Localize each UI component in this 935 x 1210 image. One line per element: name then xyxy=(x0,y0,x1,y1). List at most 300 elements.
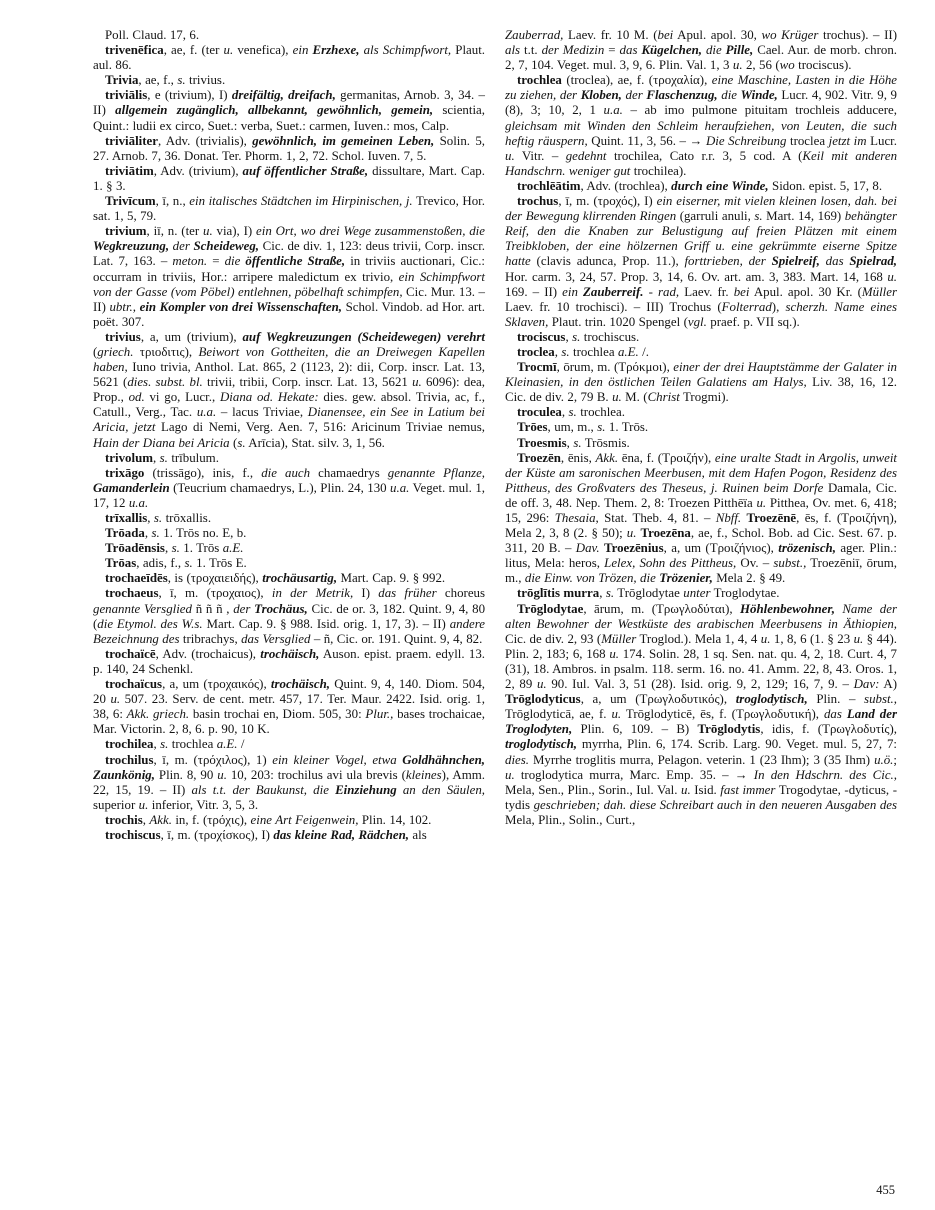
text-run: , ārum, m. (Τρωγλοδύται), xyxy=(583,601,740,616)
headword: trociscus xyxy=(517,329,566,344)
text-run: Isid. xyxy=(690,782,721,797)
text-run: Trōglodyticē, ēs, f. (Τρωγλοδυτική), xyxy=(621,707,824,722)
text-run: trochlea xyxy=(168,737,217,752)
text-run: Trevico, Hor. sat. 1, 5, 79. xyxy=(93,194,485,224)
text-run: als xyxy=(408,827,427,842)
headword: triviālis xyxy=(105,88,148,103)
text-run: , a, um (Τρωγλοδυτικός), xyxy=(580,692,736,707)
text-run: Lucr. 4, 902. Vitr. 9, 9 (8), 3; 10, 2, 1 xyxy=(505,88,898,118)
text-run: s. xyxy=(561,344,570,359)
text-run: Damala, Cic. de off. 3, 48. Nep. Them. 2, 8: Troezen Pitthēïa xyxy=(505,480,897,510)
text-run: , xyxy=(164,541,172,556)
text-run: u. xyxy=(887,269,897,284)
text-run: u. xyxy=(732,58,743,73)
text-run: u. xyxy=(760,631,771,646)
text-run: Mart. Cap. 9. § 992. xyxy=(337,571,446,586)
text-run: § 44). Plin. 2, 183; 6, 168 xyxy=(505,631,897,661)
text-run: (Teucrium chamaedrys, L.), Plin. 24, 130 xyxy=(169,480,391,495)
text-run: venefica), xyxy=(233,43,293,58)
text-run: Mela 2. § 49. xyxy=(712,571,786,586)
text-run: inferior, Vitr. 3, 5, 3. xyxy=(148,797,259,812)
text-run: , xyxy=(561,405,569,420)
text-run: u. xyxy=(853,631,864,646)
text-run: in, f. (τρόχις), xyxy=(171,812,251,827)
headword: Trōada xyxy=(105,526,145,541)
text-run: , ī, m. (τρόχιλος), 1) xyxy=(153,752,273,767)
text-run: Laev. fr. 10 trochisci). – III) Trochus ( xyxy=(505,299,722,314)
text-run: das xyxy=(823,707,847,722)
text-run: praef. p. VII sq.). xyxy=(706,314,800,329)
text-run: rad, xyxy=(658,284,680,299)
dictionary-entry xyxy=(93,586,485,646)
text-run: subst., xyxy=(864,692,897,707)
text-run: Akk. xyxy=(595,450,619,465)
text-run: Zauberreif. xyxy=(583,284,644,299)
text-run: Cael. Aur. de morb. chron. 2, 7, 104. Veget. mul. 3, 9, 6. Plin. Val. 1, 3 xyxy=(505,43,897,73)
text-run: Trogmi). xyxy=(679,390,729,405)
dictionary-entry xyxy=(93,451,485,466)
text-run: trivius. xyxy=(185,73,226,88)
text-run: , xyxy=(142,812,150,827)
dictionary-entry xyxy=(505,451,897,587)
text-run: t.t. xyxy=(520,43,542,58)
headword: trixāgo xyxy=(105,465,145,480)
text-run: , xyxy=(554,344,562,359)
text-run: myrrha, Plin. 6, 174. Scrib. Larg. 90. Veget. mul. 5, 27, 7: xyxy=(576,737,897,752)
text-run: troclea xyxy=(786,133,829,148)
text-run: Trogodytae, -dyticus, -tydis xyxy=(505,782,897,812)
text-run: ein xyxy=(292,43,313,58)
text-run: jetzt im xyxy=(828,133,867,148)
dictionary-entry xyxy=(93,526,485,541)
text-run: an den Säulen, xyxy=(396,782,485,797)
text-run: trībulum. xyxy=(167,450,219,465)
dictionary-entry xyxy=(93,737,485,752)
text-run: Trōglodytis xyxy=(697,722,761,737)
text-run: Trōglodyticus xyxy=(505,692,581,707)
text-run: , ōrum, m. (Τρόκμοι), xyxy=(556,360,674,375)
text-run: ( xyxy=(229,435,238,450)
text-run: superior xyxy=(93,797,139,812)
text-run: Trōglodyticā, ae, f. xyxy=(505,707,612,722)
text-run: eine Art Feigenwein, xyxy=(250,812,359,827)
text-run: u. xyxy=(138,797,149,812)
text-run: , ae, f. (ter xyxy=(163,43,224,58)
text-run: s. xyxy=(171,541,180,556)
text-run: , ī, m. (τροχίσκος), I) xyxy=(160,827,274,842)
headword: Troesmis xyxy=(517,435,567,450)
text-run: ), xyxy=(771,299,786,314)
text-run: wo xyxy=(779,58,795,73)
text-run: auf Wegkreuzungen (Scheidewegen) verehrt xyxy=(242,329,486,344)
text-run: chamaedrys xyxy=(310,465,388,480)
text-run: u.a. xyxy=(128,495,149,510)
dictionary-entry xyxy=(505,360,897,405)
text-run: 2, 56 ( xyxy=(742,58,780,73)
text-run: – lacus Triviae, xyxy=(216,405,308,420)
text-run: Spielreif, xyxy=(771,254,820,269)
text-run: Lucr. xyxy=(866,133,897,148)
headword: trivium xyxy=(105,224,147,239)
text-run: , xyxy=(147,511,154,525)
dictionary-entry xyxy=(505,586,897,601)
text-run: ubtr., xyxy=(109,299,136,314)
text-run: s. xyxy=(605,586,615,601)
text-run: τριοδιτις), xyxy=(133,344,199,359)
text-run: Mela, Plin., Solin., Curt., xyxy=(505,812,636,827)
text-run: , a, um (trivium), xyxy=(140,329,243,344)
text-run: ein Ort, wo drei Wege zusammenstoßen, die xyxy=(256,224,485,239)
text-run: , e (trivium), I) xyxy=(147,88,232,103)
headword: trivolum xyxy=(105,450,153,465)
text-run: s. xyxy=(597,420,606,435)
text-run: ñ ñ ñ , xyxy=(191,601,234,616)
text-run: Trochäus, xyxy=(254,601,308,616)
dictionary-entry xyxy=(505,345,897,360)
text-run: Plin. 6, 109. – B) xyxy=(572,722,698,737)
text-run: allgemein zugänglich, allbekannt, gewöhnlich, gemein, xyxy=(115,103,434,118)
text-run: od. xyxy=(128,390,145,405)
text-run: / xyxy=(237,737,245,752)
text-run: dissultare, Mart. Cap. 1. § 3. xyxy=(93,163,485,193)
text-run: trochilea). xyxy=(630,163,687,178)
text-run: forttrieben, der xyxy=(684,254,772,269)
text-run: Apul. apol. 30 Kr. ( xyxy=(749,284,862,299)
dictionary-entry xyxy=(505,602,897,828)
text-run: , Adv. (trivialis), xyxy=(157,133,253,148)
text-run: Diana od. Hekate: xyxy=(219,390,319,405)
dictionary-entry xyxy=(93,88,485,133)
text-run: das xyxy=(819,254,850,269)
text-run: die Etymol. des W.s. xyxy=(97,616,203,631)
text-run: Name der alten Bewohner der Westküste des arabischen Meerbusens in Äthiopien, xyxy=(505,601,897,631)
text-run: Cic. Mur. 13. – II) xyxy=(93,284,485,314)
text-run: Quint. 9, 4, 140. Diom. 504, 20 xyxy=(93,677,485,707)
headword: trivenēfica xyxy=(105,43,164,58)
text-run: gedehnt xyxy=(565,148,607,163)
text-run: troglodytica murra, Marc. Emp. 35. – → xyxy=(514,767,754,782)
text-run: dies. gew. absol. Trivia, ac, f., Catull., Verg., Tac. xyxy=(93,390,485,420)
text-run: = xyxy=(207,254,225,269)
text-run: s. xyxy=(160,737,169,752)
text-run: unter xyxy=(683,586,711,601)
text-run: Dianensee, ein See in Latium bei Aricia, jetzt xyxy=(93,405,485,435)
text-run: , Adv. (trivium), xyxy=(153,163,243,178)
text-run: Keil mit anderen Handschrn. weniger gut xyxy=(505,148,898,178)
text-run: trochäusartig, xyxy=(262,571,338,586)
text-run: Myrrhe troglitis murra, Pelagon. veterin. 1 (23 Ihm); 3 (35 Ihm) xyxy=(529,752,875,767)
headword: trochaeus xyxy=(105,586,159,601)
text-run: u. xyxy=(217,767,227,782)
text-run: u. xyxy=(203,224,213,239)
dictionary-entry xyxy=(93,28,485,43)
text-run: scherzh. Name eines Sklaven, xyxy=(505,299,897,329)
text-run: trochlea. xyxy=(576,405,625,420)
dictionary-entry xyxy=(93,164,485,194)
text-run: durch eine Winde, xyxy=(671,178,769,193)
text-run: u. xyxy=(223,43,234,58)
text-run: ; xyxy=(893,752,897,767)
text-run: s. xyxy=(177,73,186,88)
text-run: 174. Solin. 28, 1 sq. Sen. nat. qu. 4, 2, 18. Curt. 4, 7 (31), 18. Ambros. in psalm. 118. serm. 16. no. 41. Amm. 22, 8, 43. Oros. 1, 2, 89 xyxy=(505,646,897,692)
page-number: 455 xyxy=(876,1183,895,1197)
text-run: s. xyxy=(237,435,246,450)
headword: triviātim xyxy=(105,163,154,178)
text-run: bei xyxy=(657,28,674,42)
dictionary-entry xyxy=(505,436,897,451)
headword: trochiscus xyxy=(105,827,161,842)
dictionary-entry xyxy=(93,677,485,737)
text-run: 1. Trōs no. E, b. xyxy=(159,526,247,541)
text-run: das früher xyxy=(378,586,437,601)
headword: trochlēātim xyxy=(517,178,581,193)
text-run: Trōsmis. xyxy=(581,435,630,450)
headword: Trōes xyxy=(517,420,548,435)
headword: trochaïcus xyxy=(105,677,163,692)
text-run: Laev. fr. 10 M. ( xyxy=(563,28,658,42)
text-run: fast immer xyxy=(720,782,776,797)
text-run: Pitthea, Ov. met. 6, 418; 15, 296: xyxy=(505,495,897,525)
text-run: bei xyxy=(733,284,750,299)
dictionary-entry xyxy=(505,194,897,330)
text-run: s. xyxy=(184,556,193,571)
text-run: – ab imo pulmone pituitam trochleis adducere, xyxy=(622,103,897,118)
text-run: trochus). – II) xyxy=(818,28,897,42)
dictionary-entry xyxy=(93,813,485,828)
dictionary-entry xyxy=(505,330,897,345)
text-run: via), I) xyxy=(212,224,257,239)
text-run: trözenisch, xyxy=(778,541,836,556)
text-run: , Adv. (trochlea), xyxy=(580,178,672,193)
dictionary-entry xyxy=(505,179,897,194)
text-run: u. xyxy=(611,707,622,722)
text-run: u. xyxy=(681,782,691,797)
text-run: Arīcia), Stat. silv. 3, 1, 56. xyxy=(245,435,385,450)
text-run: Plaut. trin. 1020 Spengel ( xyxy=(548,314,688,329)
text-run: 1, 8, 6 (1. § 23 xyxy=(770,631,854,646)
text-run: in der Metrik, xyxy=(271,586,354,601)
text-run: Nbff. xyxy=(715,511,742,525)
dictionary-entry xyxy=(505,28,897,73)
dictionary-entry xyxy=(93,556,485,571)
text-run: u.a. xyxy=(603,103,623,118)
text-run: u. xyxy=(505,148,515,163)
text-run: Einziehung xyxy=(335,782,397,797)
text-run: u.ö. xyxy=(874,752,894,767)
text-run: ( xyxy=(93,344,98,359)
headword: Trivīcum xyxy=(105,194,156,209)
dictionary-entry xyxy=(93,73,485,88)
text-run: Stat. Theb. 4, 81. – xyxy=(598,511,716,525)
dictionary-entry xyxy=(505,405,897,420)
text-run: (clavis adunca, Prop. 11.), xyxy=(530,254,685,269)
text-run: Die Schreibung xyxy=(706,133,787,148)
text-run: 1. Trōs xyxy=(179,541,223,556)
text-run: Trözenier, xyxy=(659,571,713,586)
headword: trochus xyxy=(517,194,559,209)
text-run: ein kleiner Vogel, etwa xyxy=(272,752,403,767)
text-run: u. xyxy=(412,375,422,390)
text-run: genannte Pflanze, xyxy=(387,465,486,480)
text-run: scientia, Quint.: ludii ex circo, Suet.: verba, Suet.: carmen, Iuven.: mos, Calp. xyxy=(93,103,485,133)
text-run: trochilea, Cato r.r. 3, 5 cod. A ( xyxy=(606,148,803,163)
text-run: M. ( xyxy=(621,390,648,405)
text-run: , iī, n. (ter xyxy=(146,224,204,239)
headword: trochlea xyxy=(517,73,562,88)
text-run: Trōglodytae xyxy=(614,586,684,601)
headword: trochilus xyxy=(105,752,154,767)
text-run: Troglodytae. xyxy=(710,586,780,601)
dictionary-entry xyxy=(93,224,485,330)
text-run: u. xyxy=(612,390,622,405)
text-run: genannte Versglied xyxy=(93,601,192,616)
text-run: Cic. de div. 1, 123: deus trivii, Corp. inscr. Lat. 7, 163. – xyxy=(93,239,486,269)
text-run: s. xyxy=(153,511,163,525)
dictionary-entry xyxy=(93,647,485,677)
dictionary-entry xyxy=(93,330,485,451)
text-run: Auson. epist. praem. edyll. 13. p. 140, 24 Schenkl. xyxy=(93,646,485,676)
text-run: eine Maschine, Lasten in die Höhe zu ziehen, der xyxy=(505,73,898,103)
text-run: Müller xyxy=(601,631,637,646)
text-run: 169. – II) xyxy=(505,284,563,299)
text-run: a.E. xyxy=(617,344,639,359)
text-run: vgl. xyxy=(687,314,707,329)
text-run: Pille, xyxy=(725,43,754,58)
text-run: Hor. carm. 3, 24, 57. Prop. 3, 14, 6. Ov. art. am. 3, 383. Mart. 14, 168 xyxy=(505,269,888,284)
text-run: u. xyxy=(609,646,619,661)
text-run: Hain der Diana bei Aricia xyxy=(93,435,230,450)
text-run: als t.t. der Baukunst, die xyxy=(191,782,336,797)
headword: Troezēn xyxy=(517,450,561,465)
text-run: , Adv. (trochaicus), xyxy=(155,646,261,661)
text-run: Höhlenbewohner, xyxy=(740,601,835,616)
headword: trōglītis murra xyxy=(517,586,600,601)
text-run: basin trochai en, Diom. 505, 30: xyxy=(189,707,366,722)
text-run: , xyxy=(152,450,160,465)
text-run: ein Schimpfwort von der Gasse (vom Pöbel) entlehnen, pöbelhaft schimpfen, xyxy=(93,269,486,299)
text-run: als xyxy=(505,43,521,58)
text-run: , is (τροχαιειδής), xyxy=(167,571,263,586)
text-run: s. xyxy=(754,209,763,224)
text-run: troglodytisch, xyxy=(505,737,577,752)
text-run: 6096): dea, Prop., xyxy=(93,375,485,405)
headword: trochaeīdēs xyxy=(105,571,168,586)
text-run: gewöhnlich, im gemeinen Leben, xyxy=(252,133,435,148)
text-run: 507. 23. Serv. de cent. metr. 457, 17. Ter. Maur. 2422. Isid. orig. 1, 38, 6: xyxy=(93,692,485,722)
text-run: die Einw. von Trözen, die xyxy=(524,571,660,586)
text-run: , xyxy=(144,526,152,541)
text-run: der Medizin xyxy=(541,43,605,58)
text-run: Plaut. aul. 86. xyxy=(93,43,486,73)
text-run: trōxallis. xyxy=(162,511,212,525)
text-run: Winde, xyxy=(740,88,778,103)
text-run: Flaschenzug, xyxy=(646,88,718,103)
text-run: trociscus). xyxy=(794,58,852,73)
dictionary-entry xyxy=(93,828,485,843)
text-run: Troezēnius xyxy=(603,541,664,556)
text-run: Troezēna xyxy=(640,526,691,541)
text-run: trochlea xyxy=(569,344,618,359)
text-run: griech. xyxy=(97,344,134,359)
text-run: die xyxy=(701,43,726,58)
text-run: Plin. 14, 102. xyxy=(358,812,432,827)
text-run: a.E. xyxy=(222,541,244,556)
text-run: trochiscus. xyxy=(580,329,640,344)
text-run: ein italisches Städtchen im Hirpinischen, j. xyxy=(189,194,413,209)
text-run: , a, um (τροχαικός), xyxy=(162,677,271,692)
text-run: öffentliche Straße, xyxy=(245,254,346,269)
text-run: Plin. – xyxy=(807,692,865,707)
text-run: Beiwort von Gottheiten, die an Dreiwegen Kapellen haben, xyxy=(93,344,485,375)
text-run: troglodytisch, xyxy=(735,692,808,707)
text-run: , ēnis, xyxy=(560,450,596,465)
headword: Trōas xyxy=(105,556,137,571)
text-run: – ñ, Cic. or. 191. Quint. 9, 4, 82. xyxy=(310,631,483,646)
text-run: ager. Plin.: litus, Mela: heros, xyxy=(505,541,897,571)
text-run: Dav: xyxy=(853,677,880,692)
text-run: , xyxy=(153,737,161,752)
text-run: Poll. Claud. 17, 6. xyxy=(105,28,200,42)
dictionary-entry xyxy=(93,511,485,526)
text-run: Liv. 38, 16, 12. Cic. de div. 2, 79 B. xyxy=(505,375,897,405)
text-run: das xyxy=(619,43,642,58)
text-run: meton. xyxy=(172,254,208,269)
text-run: tribrachys, xyxy=(179,631,242,646)
text-run: auf öffentlicher Straße, xyxy=(242,163,369,178)
text-run: , xyxy=(599,586,606,601)
text-run: , ēs, f. (Τροιζήνη), Mela 2, 3, 8 (2. § 50); xyxy=(505,511,897,541)
text-run: Ov. – xyxy=(736,556,774,571)
headword: trochis xyxy=(105,812,143,827)
text-run: Laev. fr. xyxy=(679,284,734,299)
text-run: Kloben, xyxy=(580,88,622,103)
headword: triviāliter xyxy=(105,133,158,148)
text-run: trochäisch, xyxy=(260,646,320,661)
text-run: a.E. xyxy=(216,737,238,752)
text-run: s. xyxy=(568,405,577,420)
text-run: (trissāgo), inis, f., xyxy=(144,465,262,480)
text-run: als Schimpfwort, xyxy=(359,43,452,58)
text-run: 1. Trōs. xyxy=(605,420,649,435)
text-run: wo Krüger xyxy=(761,28,819,42)
text-run: Lelex, Sohn des Pittheus, xyxy=(604,556,737,571)
text-run: Apul. apol. 30, xyxy=(673,28,762,42)
text-run: in triviis auctionari, Cic.: occurram in triviis, Hor.: arripere maledictum ex trivio, xyxy=(93,254,486,284)
headword: troculea xyxy=(517,405,562,420)
text-run: dreifältig, dreifach, xyxy=(231,88,336,103)
text-run: einer der drei Hauptstämme der Galater in Kleinasien, in den östlichen Teilen Galatiens am Halys, xyxy=(505,360,897,390)
text-run: Lago di Nemi, Verg. Aen. 7, 516: Aricinum Triviae nemus, xyxy=(155,420,485,435)
text-run: s. xyxy=(573,435,582,450)
text-run: die xyxy=(224,254,246,269)
text-run: bases trochaicae, Mar. Victorin. 2, 8, 6. p. 90, 10 K. xyxy=(93,707,485,737)
text-run: Dav. xyxy=(575,541,600,556)
text-run: Mart. 14, 169) xyxy=(762,209,845,224)
dictionary-entry xyxy=(93,466,485,511)
text-run: Solin. 5, 27. Arnob. 7, 36. Donat. Ter. Phorm. 1, 2, 72. Schol. Iuven. 7, 5. xyxy=(93,133,485,163)
text-run: ), Amm. 22, 15, 19. – II) xyxy=(93,767,485,797)
text-run: ein xyxy=(562,284,584,299)
text-run: Cic. de or. 3, 182. Quint. 9, 4, 80 ( xyxy=(93,601,486,631)
headword: trochilea xyxy=(105,737,154,752)
text-run: Sidon. epist. 5, 17, 8. xyxy=(768,178,883,193)
text-run: Akk. griech. xyxy=(126,707,190,722)
text-run: Scheideweg, xyxy=(193,239,260,254)
text-run: kleines xyxy=(405,767,442,782)
text-run: vi go, Lucr., xyxy=(144,390,220,405)
text-run: Akk. xyxy=(149,812,172,827)
text-run: ein eiserner, mit vielen kleinen losen, dah. bei der Bewegung klirrenden Ringen xyxy=(505,194,897,224)
